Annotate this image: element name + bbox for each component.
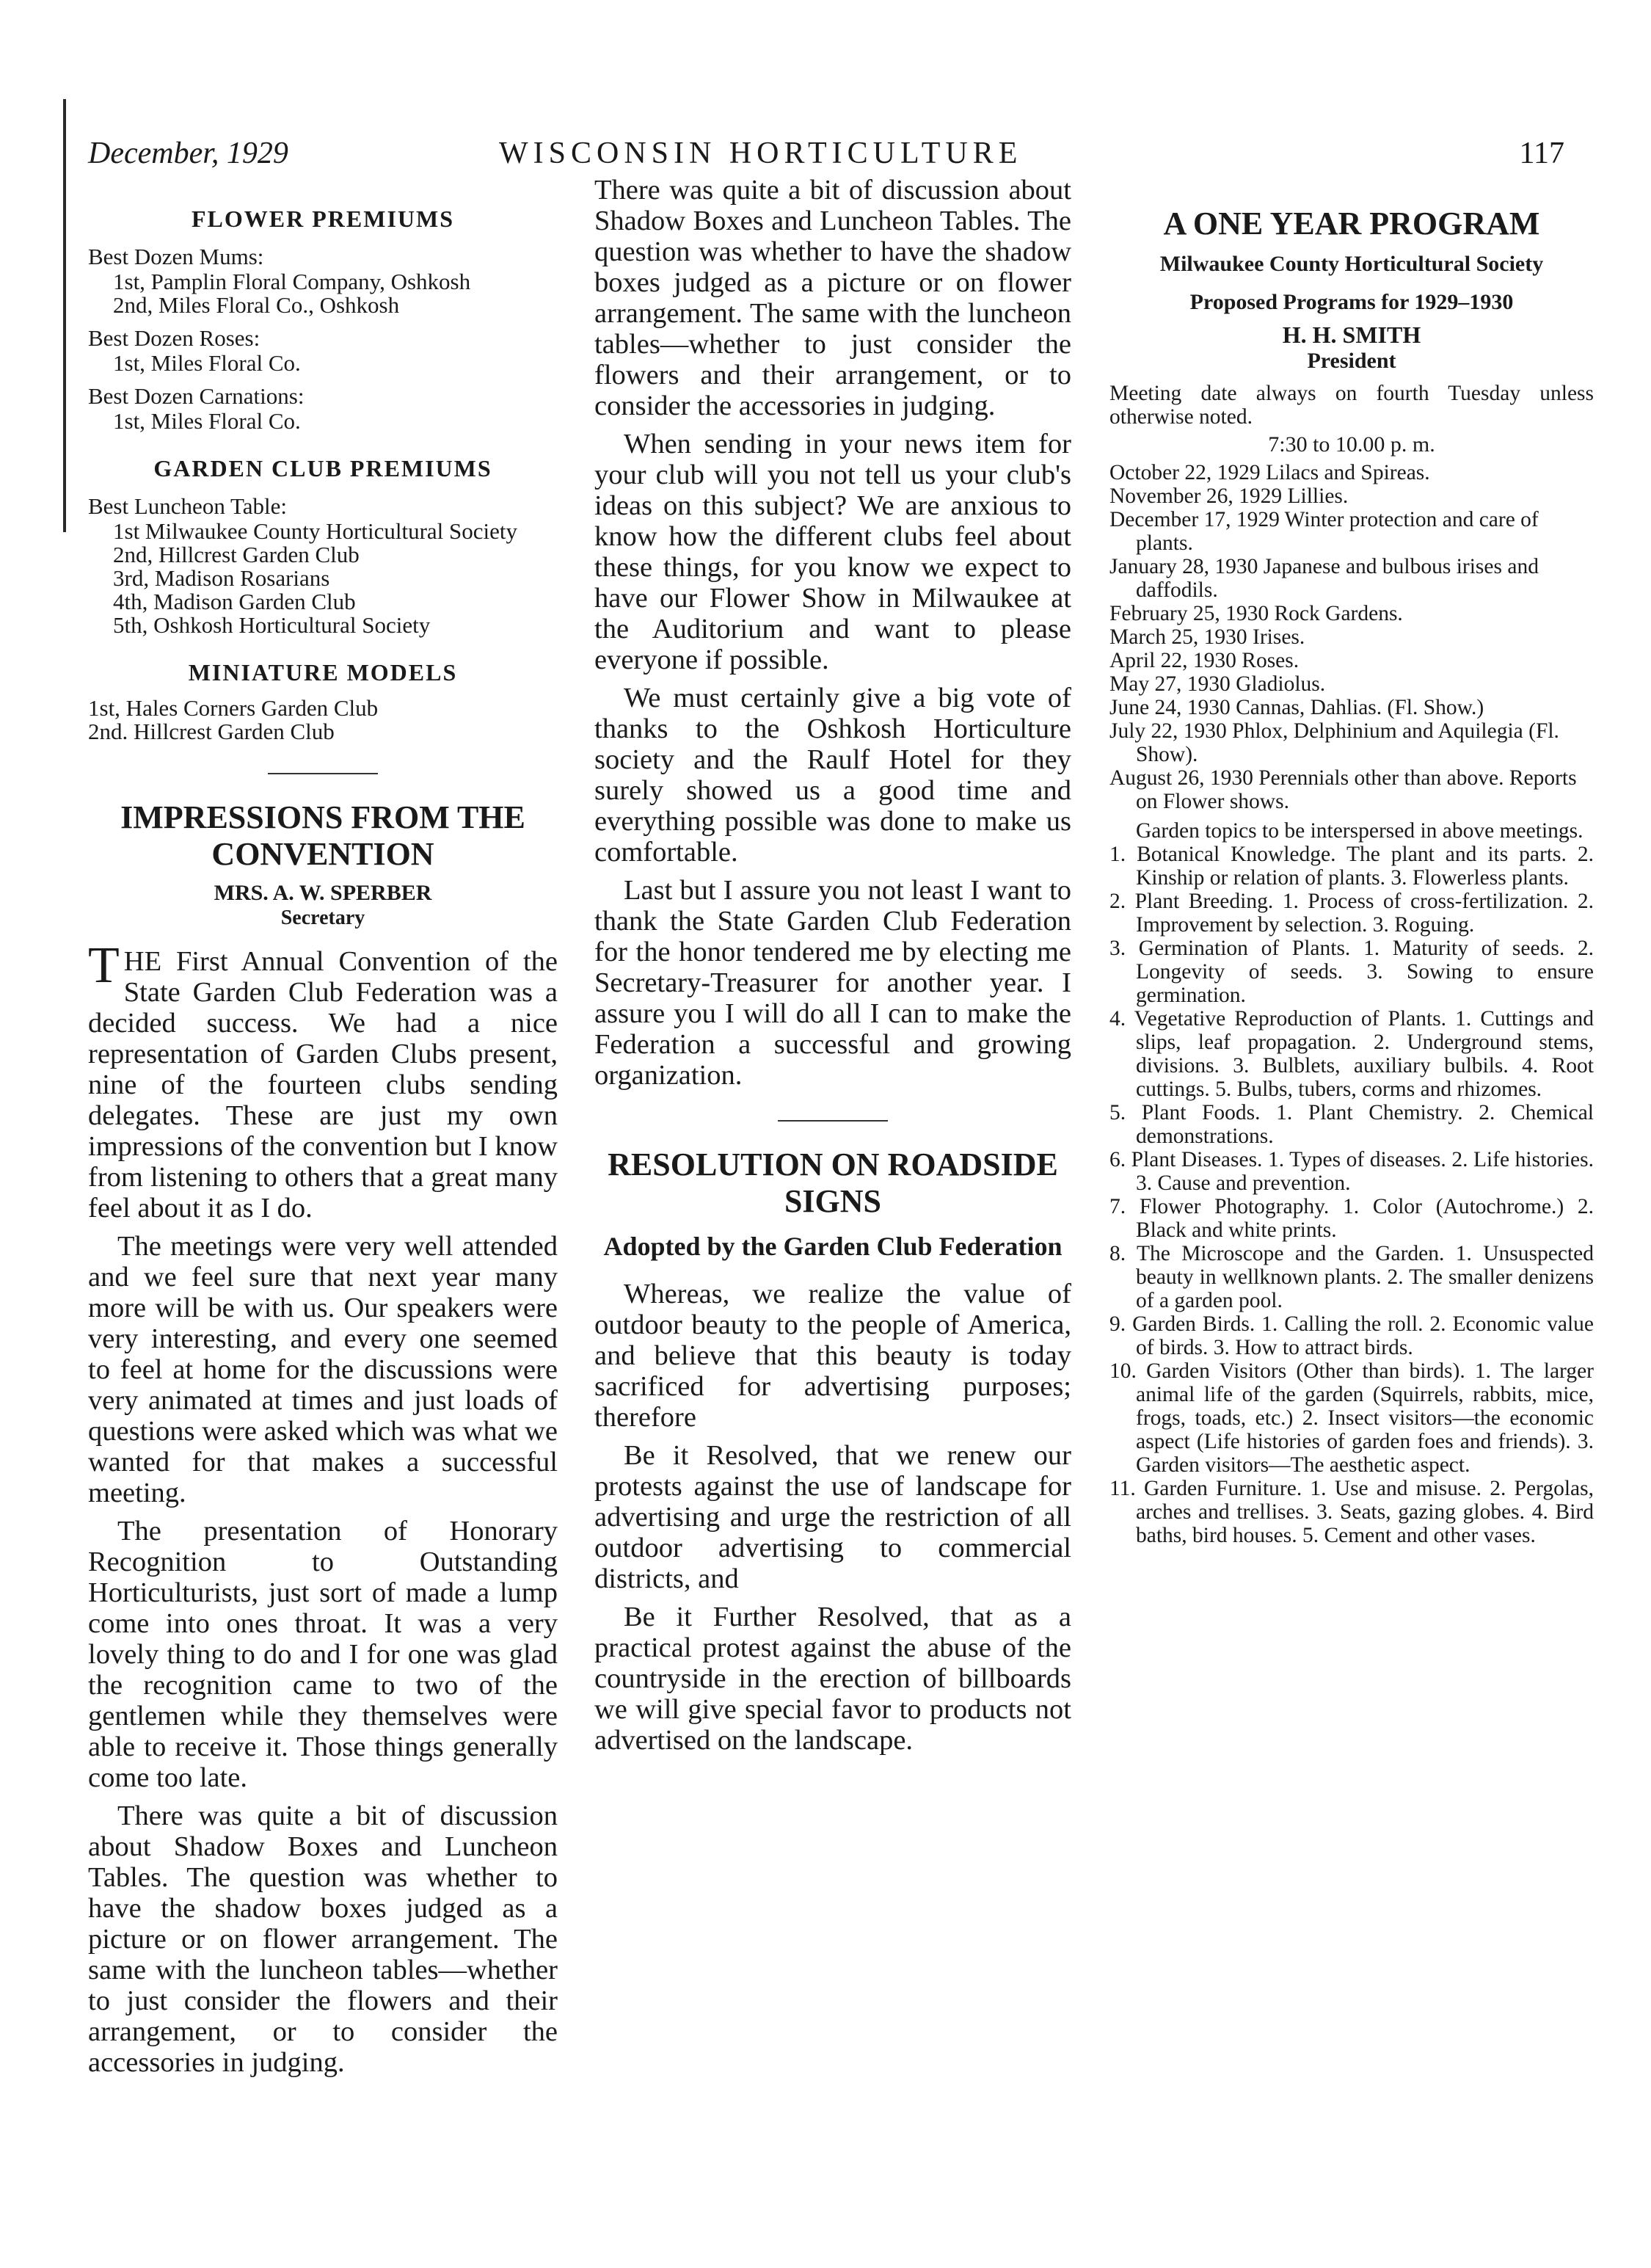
topic-entry: 8. The Microscope and the Garden. 1. Unsuspected beauty in wellknown plants. 2. The smaller denizens of a garden pool. bbox=[1109, 1242, 1594, 1312]
president-name: H. H. SMITH bbox=[1282, 321, 1421, 348]
column-right bbox=[1109, 206, 1594, 1547]
premium-entry: 1st, Pamplin Floral Company, Oshkosh bbox=[113, 269, 471, 294]
article-paragraph-continued: There was quite a bit of discussion about Shadow Boxes and Luncheon Tables. The question was whether to have the shadow boxes judged as a picture or on flower arrangement. The same with the luncheon tables—whether to just consider the flowers and their arrangement, or to consider the accessories in judging. bbox=[594, 175, 1071, 421]
page-number: 117 bbox=[1519, 137, 1564, 170]
premium-entry: 1st, Miles Floral Co. bbox=[113, 350, 301, 376]
program-proposed: Proposed Programs for 1929–1930 bbox=[1189, 290, 1514, 314]
premium-entry: 4th, Madison Garden Club bbox=[113, 589, 356, 614]
topic-entry: 3. Germination of Plants. 1. Maturity of seeds. 2. Longevity of seeds. 3. Sowing to ensure germination. bbox=[1109, 937, 1594, 1007]
resolution-heading: RESOLUTION ON ROADSIDE SIGNS bbox=[608, 1146, 1058, 1219]
author-role: Secretary bbox=[280, 906, 365, 929]
program-heading: A ONE YEAR PROGRAM bbox=[1163, 206, 1540, 241]
garden-club-premiums-heading: GARDEN CLUB PREMIUMS bbox=[153, 455, 492, 481]
premium-entry: 2nd, Miles Floral Co., Oshkosh bbox=[113, 292, 400, 318]
page-header bbox=[88, 128, 1570, 180]
premium-entry: 1st Milwaukee County Horticultural Society bbox=[113, 518, 518, 544]
month-entry: December 17, 1929 Winter protection and care of plants. bbox=[1109, 508, 1539, 555]
premium-entry: 2nd, Hillcrest Garden Club bbox=[113, 542, 360, 567]
drop-cap: T bbox=[88, 937, 120, 994]
resolution-paragraph: Be it Resolved, that we renew our protests against the use of landscape for advertising and urge the restriction of all outdoor advertising to commercial districts, and bbox=[594, 1440, 1071, 1594]
month-entry: March 25, 1930 Irises. bbox=[1109, 625, 1305, 649]
journal-title: WISCONSIN HORTICULTURE bbox=[499, 137, 1023, 170]
section-divider bbox=[268, 773, 378, 774]
impressions-heading: IMPRESSIONS FROM THE CONVENTION bbox=[120, 799, 525, 872]
article-paragraph: When sending in your news item for your club will you not tell us your club's ideas on this subject? We are anxious to know how the different clubs feel about these things, for you know we expect to have our Flower Show in Milwaukee at the Auditorium and want to please everyone if possible. bbox=[594, 429, 1071, 675]
topic-entry: 4. Vegetative Reproduction of Plants. 1. Cuttings and slips, leaf propagation. 2. Underground stems, divisions. 3. Bulblets, auxiliary bulbils. 4. Root cuttings. 5. Bulbs, tubers, corms and rhizomes. bbox=[1109, 1007, 1594, 1101]
resolution-subheading: Adopted by the Garden Club Federation bbox=[603, 1232, 1063, 1261]
section-divider bbox=[778, 1120, 888, 1122]
flower-premiums-heading: FLOWER PREMIUMS bbox=[192, 206, 454, 232]
miniature-models-heading: MINIATURE MODELS bbox=[188, 659, 458, 686]
month-entry: January 28, 1930 Japanese and bulbous irises and daffodils. bbox=[1109, 555, 1539, 602]
program-org: Milwaukee County Horticultural Society bbox=[1159, 252, 1544, 276]
premium-group-label: Best Luncheon Table: bbox=[88, 493, 288, 519]
month-entry: November 26, 1929 Lillies. bbox=[1109, 484, 1349, 508]
article-paragraph: Last but I assure you not least I want to thank the State Garden Club Federation for the honor tendered me by electing me Secretary-Treasurer for another year. I assure you I will do all I can to make the Federation a successful and growing organization. bbox=[594, 875, 1071, 1091]
article-paragraph: The presentation of Honorary Recognition to Outstanding Horticulturists, just sort of made a lump come into ones throat. It was a very lovely thing to do and I for one was glad the recognition came to two of the gentlemen while they themselves were able to receive it. Those things generally come too late. bbox=[88, 1516, 558, 1793]
meeting-note: Meeting date always on fourth Tuesday unless otherwise noted. bbox=[1109, 382, 1594, 429]
resolution-paragraph: Whereas, we realize the value of outdoor beauty to the people of America, and believe that this beauty is today sacrificed for advertising purposes; therefore bbox=[594, 1279, 1071, 1433]
column-left bbox=[88, 206, 558, 2078]
article-paragraph: THE First Annual Convention of the State Garden Club Federation was a decided success. We had a nice representation of Garden Clubs present, nine of the fourteen clubs sending delegates. These are just my own impressions of the convention but I know from listening to others that a great many feel about it as I do. bbox=[88, 937, 558, 1224]
topic-entry: 5. Plant Foods. 1. Plant Chemistry. 2. Chemical demonstrations. bbox=[1109, 1101, 1594, 1148]
premium-group-label: Best Dozen Mums: bbox=[88, 244, 264, 269]
premium-entry: 5th, Oshkosh Horticultural Society bbox=[113, 612, 431, 638]
month-entry: April 22, 1930 Roses. bbox=[1109, 649, 1300, 672]
topic-entry: 9. Garden Birds. 1. Calling the roll. 2. Economic value of birds. 3. How to attract birds. bbox=[1109, 1312, 1594, 1359]
scan-edge-line bbox=[63, 99, 66, 532]
column-middle bbox=[594, 175, 1071, 1756]
month-entry: June 24, 1930 Cannas, Dahlias. (Fl. Show.) bbox=[1109, 696, 1484, 719]
month-entry: February 25, 1930 Rock Gardens. bbox=[1109, 602, 1403, 625]
premium-entry: 3rd, Madison Rosarians bbox=[113, 565, 330, 591]
article-paragraph: We must certainly give a big vote of thanks to the Oshkosh Horticulture society and the Raulf Hotel for they surely showed us a good time and everything possible was done to make us comfortable. bbox=[594, 683, 1071, 868]
month-entry: August 26, 1930 Perennials other than above. Reports on Flower shows. bbox=[1109, 766, 1577, 813]
resolution-paragraph: Be it Further Resolved, that as a practical protest against the abuse of the countryside in the erection of billboards we will give special favor to products not advertised on the landscape. bbox=[594, 1602, 1071, 1756]
topic-entry: 2. Plant Breeding. 1. Process of cross-fertilization. 2. Improvement by selection. 3. Roguing. bbox=[1109, 890, 1594, 937]
premium-entry: 1st, Miles Floral Co. bbox=[113, 408, 301, 434]
meeting-time: 7:30 to 10.00 p. m. bbox=[1268, 432, 1435, 457]
month-entry: October 22, 1929 Lilacs and Spireas. bbox=[1109, 461, 1430, 484]
topic-entry: 6. Plant Diseases. 1. Types of diseases. 2. Life histories. 3. Cause and prevention. bbox=[1109, 1148, 1594, 1195]
topic-entry: 11. Garden Furniture. 1. Use and misuse. 2. Pergolas, arches and trellises. 3. Seats, gazing globes. 4. Bird baths, bird houses. 5. Cement and other vases. bbox=[1109, 1477, 1594, 1547]
article-author: MRS. A. W. SPERBER bbox=[214, 881, 432, 905]
topic-entry: 7. Flower Photography. 1. Color (Autochrome.) 2. Black and white prints. bbox=[1109, 1195, 1594, 1242]
topic-entry: 10. Garden Visitors (Other than birds). 1. The larger animal life of the garden (Squirrels, rabbits, mice, frogs, toads, etc.) 2. Insect visitors—the economic aspect (Life histories of garden foes and friends). 3. Garden visitors—The aesthetic aspect. bbox=[1109, 1359, 1594, 1477]
article-paragraph: The meetings were very well attended and we feel sure that next year many more will be with us. Our speakers were very interesting, and every one seemed to feel at home for the discussions were very animated at times and just loads of questions were asked which was what we wanted for that makes a successful meeting. bbox=[88, 1231, 558, 1508]
premium-entry: 1st, Hales Corners Garden Club bbox=[88, 695, 379, 721]
topic-entry: 1. Botanical Knowledge. The plant and its parts. 2. Kinship or relation of plants. 3. Flowerless plants. bbox=[1109, 843, 1594, 890]
president-title: President bbox=[1307, 349, 1396, 373]
issue-date: December, 1929 bbox=[88, 137, 288, 170]
article-paragraph: There was quite a bit of discussion about Shadow Boxes and Luncheon Tables. The question was whether to have the shadow boxes judged as a picture or on flower arrangement. The same with the luncheon tables—whether to just consider the flowers and their arrangement, or to consider the accessories in judging. bbox=[88, 1800, 558, 2078]
premium-group-label: Best Dozen Roses: bbox=[88, 325, 260, 351]
premium-entry: 2nd. Hillcrest Garden Club bbox=[88, 719, 335, 744]
month-entry: May 27, 1930 Gladiolus. bbox=[1109, 672, 1326, 696]
month-entry: July 22, 1930 Phlox, Delphinium and Aquilegia (Fl. Show). bbox=[1109, 719, 1559, 766]
topics-note: Garden topics to be interspersed in above meetings. bbox=[1136, 819, 1583, 843]
premium-group-label: Best Dozen Carnations: bbox=[88, 383, 305, 409]
